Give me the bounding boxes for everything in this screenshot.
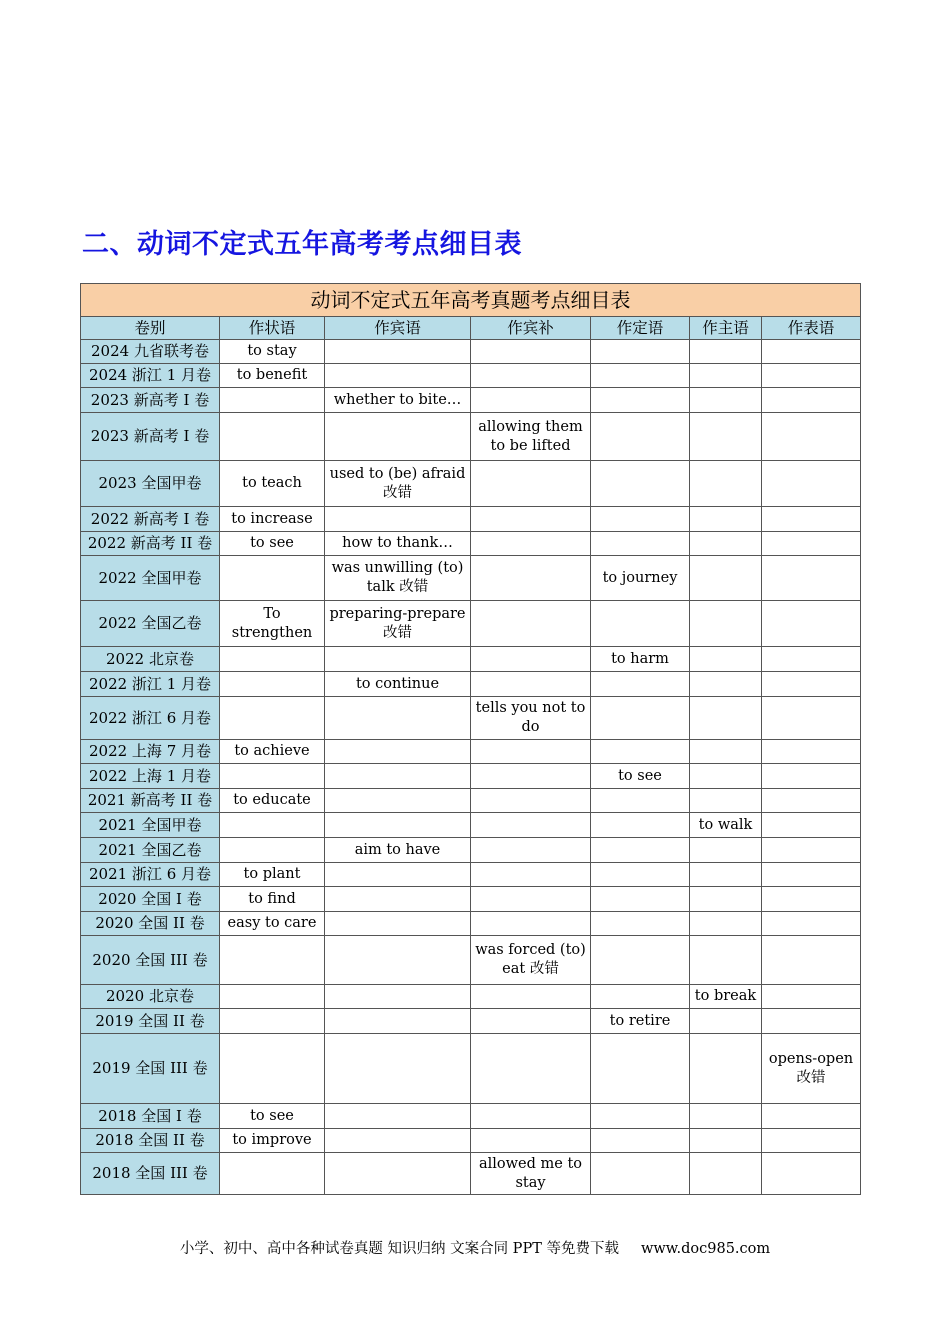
table-cell [325,887,471,912]
table-cell [690,340,762,364]
table-cell: to plant [220,863,325,887]
table-cell [762,601,861,647]
table-cell [471,601,591,647]
table-cell [690,936,762,985]
table-row [81,388,861,413]
table-cell: preparing-prepare 改错 [325,601,471,647]
table-cell [220,813,325,838]
table-row [81,1034,861,1104]
table-row [81,461,861,507]
table-cell: allowing them to be lifted [471,413,591,461]
table-row [81,647,861,672]
exam-name-cell: 2022 浙江 1 月卷 [81,672,220,697]
table-row [81,813,861,838]
table-cell [591,697,690,740]
table-row [81,1009,861,1034]
exam-name-cell: 2023 全国甲卷 [81,461,220,507]
table-cell: to walk [690,813,762,838]
exam-name-cell: 2023 新高考 I 卷 [81,413,220,461]
table-cell [591,340,690,364]
table-cell [690,507,762,532]
table-cell [591,507,690,532]
table-cell: to achieve [220,740,325,764]
table-row [81,985,861,1009]
exam-name-cell: 2021 全国乙卷 [81,838,220,863]
table-cell [220,838,325,863]
table-cell [325,912,471,936]
table-cell [471,912,591,936]
table-cell: to benefit [220,364,325,388]
table-cell [325,697,471,740]
table-cell [325,764,471,789]
table-cell [690,601,762,647]
table-cell [762,838,861,863]
exam-name-cell: 2020 全国 III 卷 [81,936,220,985]
table-cell: to break [690,985,762,1009]
table-cell [220,413,325,461]
table-cell [690,556,762,601]
table-cell [471,647,591,672]
table-cell [471,532,591,556]
table-cell [591,789,690,813]
table-cell [690,789,762,813]
table-cell: to see [220,532,325,556]
table-cell [690,364,762,388]
table-cell [591,601,690,647]
table-cell [471,388,591,413]
table-cell [762,413,861,461]
table-cell: how to thank… [325,532,471,556]
table-cell [220,556,325,601]
table-row [81,863,861,887]
table-cell [325,740,471,764]
table-cell [591,838,690,863]
exam-name-cell: 2022 新高考 II 卷 [81,532,220,556]
column-header: 卷别 [81,317,220,340]
table-cell: aim to have [325,838,471,863]
table-cell [471,985,591,1009]
table-cell [471,340,591,364]
table-cell [762,697,861,740]
table-cell [220,1034,325,1104]
table-cell [471,507,591,532]
table-row [81,413,861,461]
table-cell [690,764,762,789]
table-cell [762,507,861,532]
column-header: 作定语 [591,317,690,340]
table-cell: to harm [591,647,690,672]
table-cell [325,507,471,532]
table-cell [471,364,591,388]
table-cell [762,556,861,601]
table-cell [471,1034,591,1104]
table-cell [325,936,471,985]
table-cell [325,1153,471,1195]
table-cell [591,740,690,764]
table-cell: to teach [220,461,325,507]
table-cell: to see [220,1104,325,1129]
table-cell [690,1104,762,1129]
table-cell [471,672,591,697]
table-cell: used to (be) afraid 改错 [325,461,471,507]
footer-text: 小学、初中、高中各种试卷真题 知识归纳 文案合同 PPT 等免费下载 [179,1241,619,1257]
table-cell [762,647,861,672]
exam-name-cell: 2022 上海 1 月卷 [81,764,220,789]
table-row [81,789,861,813]
table-cell [591,912,690,936]
table-cell [325,813,471,838]
exam-name-cell: 2022 浙江 6 月卷 [81,697,220,740]
table-cell [762,863,861,887]
table-cell [325,413,471,461]
table-cell [690,461,762,507]
table-cell: whether to bite… [325,388,471,413]
table-cell [591,887,690,912]
table-row [81,556,861,601]
table-cell [220,647,325,672]
table-row [81,601,861,647]
table-cell [471,1104,591,1129]
exam-points-table [80,283,861,1195]
table-row [81,364,861,388]
table-row [81,740,861,764]
exam-name-cell: 2020 北京卷 [81,985,220,1009]
exam-name-cell: 2022 上海 7 月卷 [81,740,220,764]
table-cell: opens-open 改错 [762,1034,861,1104]
column-header: 作表语 [762,317,861,340]
table-cell [690,887,762,912]
table-cell [325,789,471,813]
table-cell [690,1129,762,1153]
exam-name-cell: 2024 浙江 1 月卷 [81,364,220,388]
section-heading: 二、动词不定式五年高考考点细目表 [82,229,522,260]
column-header: 作宾语 [325,317,471,340]
table-cell [762,740,861,764]
exam-name-cell: 2018 全国 II 卷 [81,1129,220,1153]
table-cell [690,413,762,461]
table-cell [690,863,762,887]
table-cell [471,838,591,863]
table-cell [220,388,325,413]
exam-name-cell: 2022 新高考 I 卷 [81,507,220,532]
table-cell [591,672,690,697]
table-cell [762,461,861,507]
table-cell [325,1034,471,1104]
table-cell [471,813,591,838]
table-cell [591,1129,690,1153]
table-cell [690,912,762,936]
table-cell [471,863,591,887]
table-row [81,838,861,863]
table-cell [591,364,690,388]
table-cell [762,789,861,813]
table-cell: to journey [591,556,690,601]
table-cell [325,1104,471,1129]
table-cell [762,764,861,789]
table-cell [762,388,861,413]
table-cell [591,936,690,985]
table-cell [591,461,690,507]
exam-name-cell: 2022 全国乙卷 [81,601,220,647]
table-cell [690,388,762,413]
table-cell [325,364,471,388]
table-cell [220,672,325,697]
table-cell [762,813,861,838]
table-cell: to continue [325,672,471,697]
table-cell [762,887,861,912]
table-cell [591,388,690,413]
table-cell [471,1009,591,1034]
table-row [81,532,861,556]
table-cell [591,1104,690,1129]
exam-name-cell: 2020 全国 I 卷 [81,887,220,912]
exam-name-cell: 2023 新高考 I 卷 [81,388,220,413]
table-cell [220,1153,325,1195]
table-cell [762,340,861,364]
table-cell: to educate [220,789,325,813]
table-cell: to see [591,764,690,789]
table-cell [220,1009,325,1034]
table-cell [762,985,861,1009]
table-row [81,340,861,364]
table-row [81,936,861,985]
table-cell [762,912,861,936]
exam-name-cell: 2024 九省联考卷 [81,340,220,364]
table-cell [471,556,591,601]
table-cell [690,1009,762,1034]
table-cell [690,740,762,764]
table-cell [591,813,690,838]
exam-name-cell: 2020 全国 II 卷 [81,912,220,936]
table-row [81,1129,861,1153]
table-cell [471,764,591,789]
table-row [81,912,861,936]
table-cell: allowed me to stay [471,1153,591,1195]
table-cell [220,936,325,985]
table-cell [591,985,690,1009]
table-cell [690,1034,762,1104]
table-cell [762,532,861,556]
exam-name-cell: 2018 全国 III 卷 [81,1153,220,1195]
table-row [81,887,861,912]
exam-name-cell: 2019 全国 III 卷 [81,1034,220,1104]
table-cell [471,887,591,912]
table-cell [762,936,861,985]
table-cell [325,1009,471,1034]
table-cell [471,789,591,813]
table-cell [690,532,762,556]
table-cell: tells you not to do [471,697,591,740]
column-header: 作状语 [220,317,325,340]
table-cell [591,413,690,461]
table-cell: to retire [591,1009,690,1034]
table-cell [690,647,762,672]
table-cell [762,1009,861,1034]
table-cell [471,1129,591,1153]
table-cell [325,863,471,887]
table-cell [762,672,861,697]
table-cell: to increase [220,507,325,532]
table-cell [591,1153,690,1195]
exam-name-cell: 2022 北京卷 [81,647,220,672]
table-cell [325,1129,471,1153]
table-title: 动词不定式五年高考真题考点细目表 [81,284,861,317]
exam-name-cell: 2022 全国甲卷 [81,556,220,601]
table-row [81,1153,861,1195]
table-cell [220,697,325,740]
table-cell [690,672,762,697]
table-cell [690,697,762,740]
page-footer [0,1237,950,1258]
table-cell: To strengthen [220,601,325,647]
exam-name-cell: 2021 新高考 II 卷 [81,789,220,813]
table-cell [591,863,690,887]
table-cell: to stay [220,340,325,364]
table-row [81,1104,861,1129]
exam-name-cell: 2019 全国 II 卷 [81,1009,220,1034]
table-cell [220,985,325,1009]
table-cell: was unwilling (to) talk 改错 [325,556,471,601]
table-cell: easy to care [220,912,325,936]
table-cell [471,461,591,507]
table-row [81,672,861,697]
table-cell [762,1104,861,1129]
table-row [81,697,861,740]
exam-name-cell: 2021 浙江 6 月卷 [81,863,220,887]
table-row [81,507,861,532]
footer-url[interactable]: www.doc985.com [640,1241,771,1257]
table-cell [325,985,471,1009]
table-cell [591,532,690,556]
table-cell [220,764,325,789]
table-row [81,764,861,789]
table-cell [690,1153,762,1195]
table-cell: to improve [220,1129,325,1153]
table-cell [591,1034,690,1104]
table-cell: to find [220,887,325,912]
table-cell [325,340,471,364]
table-cell: was forced (to) eat 改错 [471,936,591,985]
table-cell [471,740,591,764]
exam-name-cell: 2018 全国 I 卷 [81,1104,220,1129]
table-cell [762,1153,861,1195]
column-header: 作宾补 [471,317,591,340]
table-cell [690,838,762,863]
exam-name-cell: 2021 全国甲卷 [81,813,220,838]
column-header: 作主语 [690,317,762,340]
table-cell [762,364,861,388]
table-cell [325,647,471,672]
table-cell [762,1129,861,1153]
